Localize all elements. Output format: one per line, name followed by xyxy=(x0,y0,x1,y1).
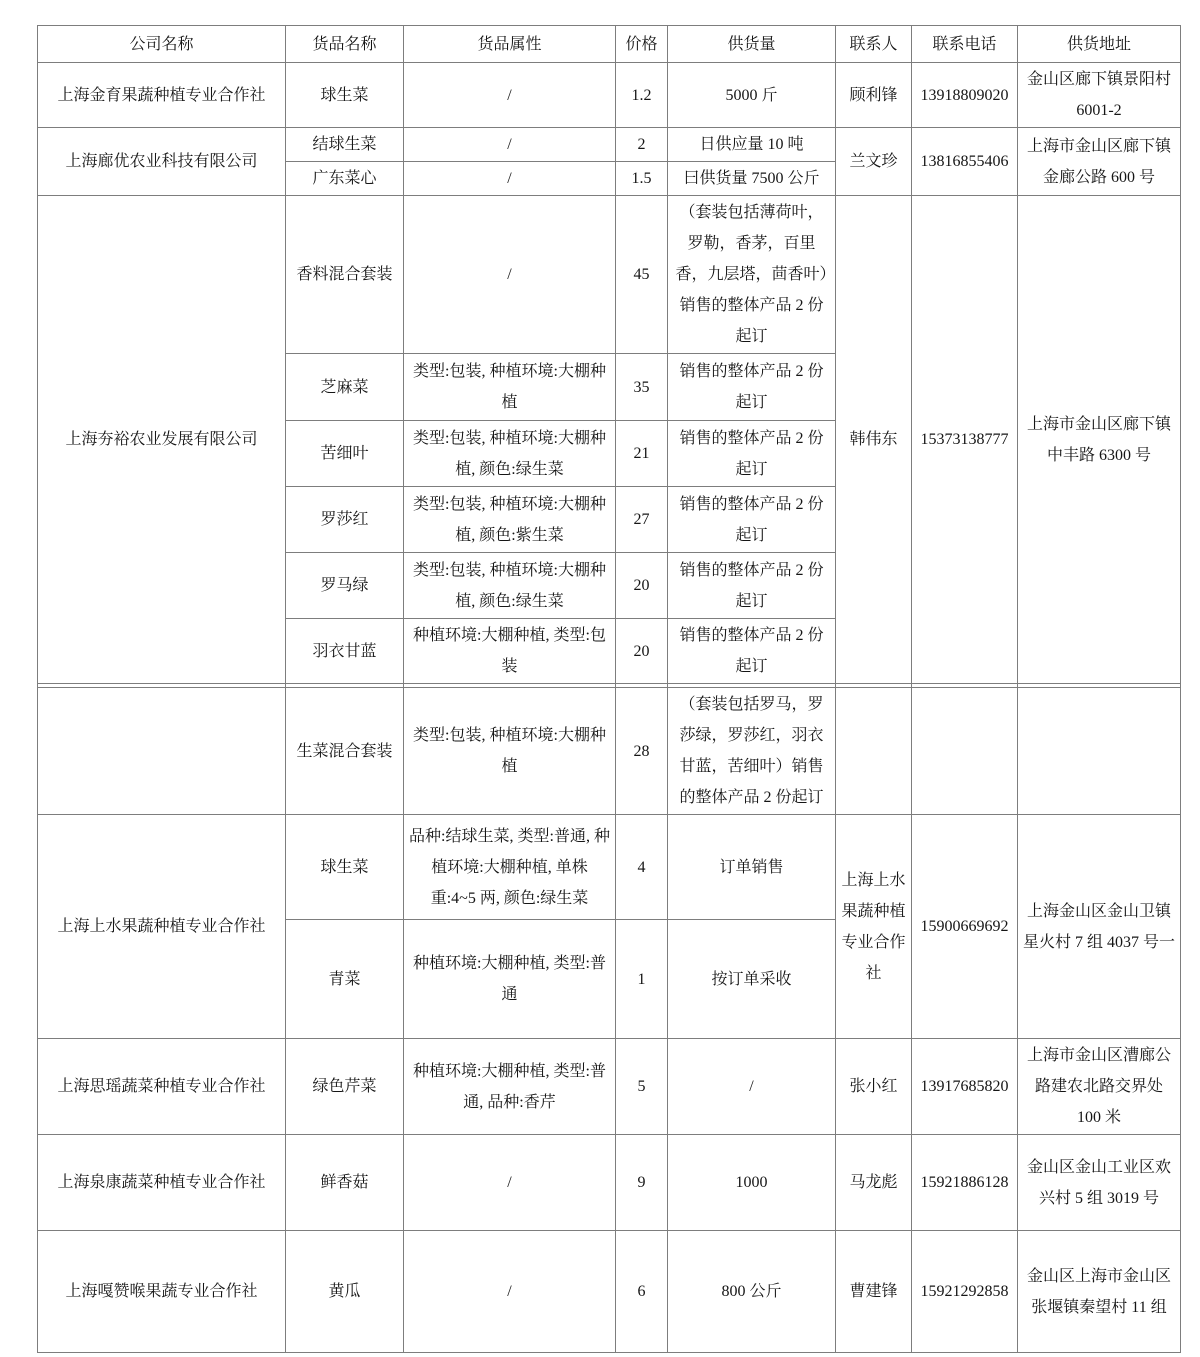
cell-contact-name xyxy=(836,688,912,815)
cell-product-attrs: 类型:包装, 种植环境:大棚种植 xyxy=(404,354,616,421)
cell-contact-name: 上海上水果蔬种植专业合作社 xyxy=(836,815,912,1039)
table-header-row xyxy=(38,26,1181,63)
table-row xyxy=(38,1039,1181,1135)
cell-product-attrs: / xyxy=(404,1231,616,1353)
cell-product-attrs: / xyxy=(404,63,616,128)
cell-company-name: 上海金育果蔬种植专业合作社 xyxy=(38,63,286,128)
cell-product-name: 绿色芹菜 xyxy=(286,1039,404,1135)
cell-contact-phone: 13918809020 xyxy=(912,63,1018,128)
cell-supply-address xyxy=(1018,688,1181,815)
header-attrs: 货品属性 xyxy=(404,26,616,63)
cell-contact-name: 张小红 xyxy=(836,1039,912,1135)
cell-product-name: 黄瓜 xyxy=(286,1231,404,1353)
cell-contact-name: 曹建锋 xyxy=(836,1231,912,1353)
cell-product-name: 青菜 xyxy=(286,920,404,1039)
cell-product-attrs: 类型:包装, 种植环境:大棚种植 xyxy=(404,688,616,815)
cell-price: 21 xyxy=(616,421,668,487)
cell-contact-name: 顾利锋 xyxy=(836,63,912,128)
cell-price: 9 xyxy=(616,1135,668,1231)
cell-supply-quantity: 按订单采收 xyxy=(668,920,836,1039)
table-row xyxy=(38,128,1181,162)
cell-contact-phone: 15921886128 xyxy=(912,1135,1018,1231)
cell-contact-phone xyxy=(912,688,1018,815)
cell-supply-quantity: 曰供货量 7500 公斤 xyxy=(668,162,836,196)
cell-company-name xyxy=(38,688,286,815)
cell-product-attrs: 类型:包装, 种植环境:大棚种植, 颜色:绿生菜 xyxy=(404,553,616,619)
cell-product-attrs: / xyxy=(404,196,616,354)
cell-contact-phone: 15373138777 xyxy=(912,196,1018,684)
cell-product-name: 罗马绿 xyxy=(286,553,404,619)
header-phone: 联系电话 xyxy=(912,26,1018,63)
document-page xyxy=(0,25,1200,1357)
cell-company-name: 上海上水果蔬种植专业合作社 xyxy=(38,815,286,1039)
cell-product-name: 香料混合套装 xyxy=(286,196,404,354)
cell-product-attrs: / xyxy=(404,128,616,162)
cell-price: 20 xyxy=(616,553,668,619)
header-product: 货品名称 xyxy=(286,26,404,63)
cell-contact-name: 兰文珍 xyxy=(836,128,912,196)
cell-supply-address: 上海市金山区漕廊公路建农北路交界处 100 米 xyxy=(1018,1039,1181,1135)
cell-supply-address: 上海金山区金山卫镇星火村 7 组 4037 号一 xyxy=(1018,815,1181,1039)
cell-product-attrs: 类型:包装, 种植环境:大棚种植, 颜色:绿生菜 xyxy=(404,421,616,487)
cell-company-name: 上海夯裕农业发展有限公司 xyxy=(38,196,286,684)
cell-price: 6 xyxy=(616,1231,668,1353)
cell-supply-quantity: 5000 斤 xyxy=(668,63,836,128)
cell-supply-quantity: 1000 xyxy=(668,1135,836,1231)
cell-price: 2 xyxy=(616,128,668,162)
cell-contact-name: 马龙彪 xyxy=(836,1135,912,1231)
cell-supply-quantity: 销售的整体产品 2 份起订 xyxy=(668,553,836,619)
cell-product-name: 生菜混合套装 xyxy=(286,688,404,815)
cell-contact-name: 韩伟东 xyxy=(836,196,912,684)
cell-price: 5 xyxy=(616,1039,668,1135)
cell-product-attrs: 品种:结球生菜, 类型:普通, 种植环境:大棚种植, 单株重:4~5 两, 颜色:绿生菜 xyxy=(404,815,616,920)
cell-product-attrs: 种植环境:大棚种植, 类型:包装 xyxy=(404,619,616,684)
cell-company-name: 上海思瑶蔬菜种植专业合作社 xyxy=(38,1039,286,1135)
cell-product-name: 羽衣甘蓝 xyxy=(286,619,404,684)
cell-price: 28 xyxy=(616,688,668,815)
cell-supply-quantity: 销售的整体产品 2 份起订 xyxy=(668,487,836,553)
header-address: 供货地址 xyxy=(1018,26,1181,63)
cell-product-name: 结球生菜 xyxy=(286,128,404,162)
cell-product-name: 芝麻菜 xyxy=(286,354,404,421)
cell-product-attrs: 种植环境:大棚种植, 类型:普通, 品种:香芹 xyxy=(404,1039,616,1135)
supplier-table xyxy=(37,25,1181,1353)
cell-price: 27 xyxy=(616,487,668,553)
cell-price: 20 xyxy=(616,619,668,684)
cell-supply-address: 金山区金山工业区欢兴村 5 组 3019 号 xyxy=(1018,1135,1181,1231)
header-contact: 联系人 xyxy=(836,26,912,63)
cell-supply-quantity: 日供应量 10 吨 xyxy=(668,128,836,162)
cell-product-name: 广东菜心 xyxy=(286,162,404,196)
header-price: 价格 xyxy=(616,26,668,63)
cell-contact-phone: 13917685820 xyxy=(912,1039,1018,1135)
cell-supply-quantity: （套装包括薄荷叶，罗勒，香茅，百里香，九层塔，茴香叶）销售的整体产品 2 份起订 xyxy=(668,196,836,354)
cell-supply-quantity: 订单销售 xyxy=(668,815,836,920)
cell-supply-address: 上海市金山区廊下镇金廊公路 600 号 xyxy=(1018,128,1181,196)
cell-company-name: 上海廊优农业科技有限公司 xyxy=(38,128,286,196)
cell-product-name: 鲜香菇 xyxy=(286,1135,404,1231)
table-row xyxy=(38,196,1181,354)
cell-company-name: 上海泉康蔬菜种植专业合作社 xyxy=(38,1135,286,1231)
cell-contact-phone: 15900669692 xyxy=(912,815,1018,1039)
cell-product-attrs: 类型:包装, 种植环境:大棚种植, 颜色:紫生菜 xyxy=(404,487,616,553)
cell-supply-address: 上海市金山区廊下镇中丰路 6300 号 xyxy=(1018,196,1181,684)
cell-product-name: 球生菜 xyxy=(286,815,404,920)
cell-supply-quantity: 800 公斤 xyxy=(668,1231,836,1353)
cell-supply-quantity: / xyxy=(668,1039,836,1135)
cell-supply-address: 金山区上海市金山区张堰镇秦望村 11 组 xyxy=(1018,1231,1181,1353)
cell-supply-quantity: （套装包括罗马，罗莎绿，罗莎红，羽衣甘蓝，苦细叶）销售的整体产品 2 份起订 xyxy=(668,688,836,815)
cell-price: 45 xyxy=(616,196,668,354)
cell-product-name: 球生菜 xyxy=(286,63,404,128)
cell-supply-address: 金山区廊下镇景阳村 6001-2 xyxy=(1018,63,1181,128)
cell-supply-quantity: 销售的整体产品 2 份起订 xyxy=(668,421,836,487)
table-row xyxy=(38,1231,1181,1353)
cell-company-name: 上海嘎赞喉果蔬专业合作社 xyxy=(38,1231,286,1353)
cell-supply-quantity: 销售的整体产品 2 份起订 xyxy=(668,354,836,421)
cell-product-name: 罗莎红 xyxy=(286,487,404,553)
cell-product-attrs: / xyxy=(404,162,616,196)
cell-product-attrs: / xyxy=(404,1135,616,1231)
header-supply: 供货量 xyxy=(668,26,836,63)
cell-price: 1.5 xyxy=(616,162,668,196)
cell-price: 1.2 xyxy=(616,63,668,128)
cell-contact-phone: 15921292858 xyxy=(912,1231,1018,1353)
cell-product-attrs: 种植环境:大棚种植, 类型:普通 xyxy=(404,920,616,1039)
cell-price: 35 xyxy=(616,354,668,421)
cell-price: 4 xyxy=(616,815,668,920)
cell-price: 1 xyxy=(616,920,668,1039)
header-company: 公司名称 xyxy=(38,26,286,63)
cell-supply-quantity: 销售的整体产品 2 份起订 xyxy=(668,619,836,684)
cell-contact-phone: 13816855406 xyxy=(912,128,1018,196)
table-row xyxy=(38,688,1181,815)
cell-product-name: 苦细叶 xyxy=(286,421,404,487)
table-row xyxy=(38,815,1181,920)
table-row xyxy=(38,63,1181,128)
table-row xyxy=(38,1135,1181,1231)
